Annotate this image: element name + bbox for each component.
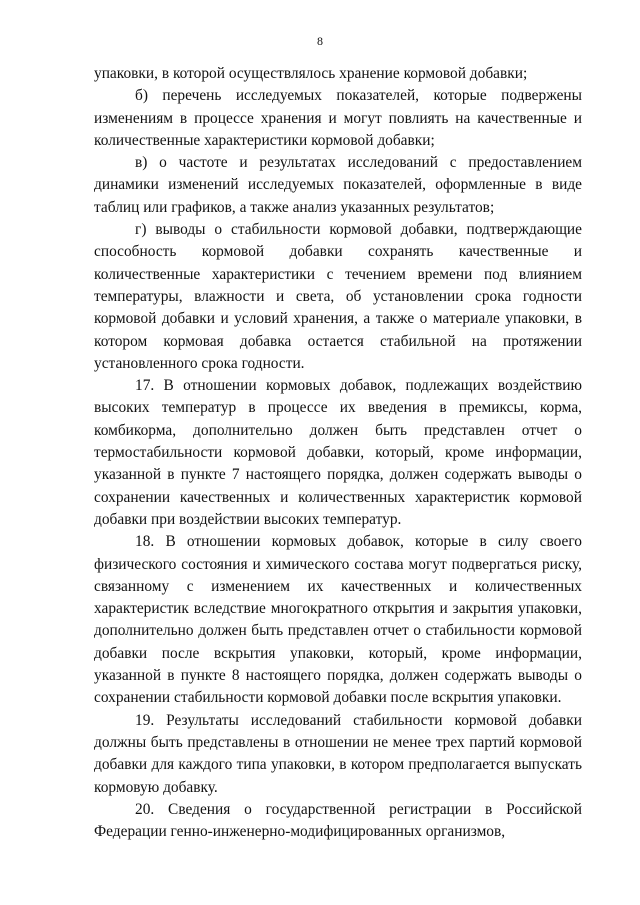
paragraph-20: 20. Сведения о государственной регистрации в Российской Федерации генно-инженерно-модифицированных организмов, (94, 800, 582, 841)
page-number: 8 (317, 34, 323, 48)
paragraph-item-g: г) выводы о стабильности кормовой добавки, подтверждающие способность кормовой добавки сохранять качественные и количественные характеристики с течением времени под влиянием температуры, влажности и света, об установлении срока годности кормовой добавки и условий хранения, а также о материале упаковки, в котором кормовая добавка остается стабильной на протяжении установленного срока годности. (94, 221, 582, 372)
paragraph-17: 17. В отношении кормовых добавок, подлежащих воздействию высоких температур в процессе их введения в премиксы, корма, комбикорма, дополнительно должен быть представлен отчет о термостабильности кормовой добавки, который, кроме информации, указанной в пункте 7 настоящего порядка, должен содержать выводы о сохранении качественных и количественных характеристик кормовой добавки при воздействии высоких температур. (94, 377, 582, 528)
paragraph-item-b: б) перечень исследуемых показателей, которые подвержены изменениям в процессе хранения и могут повлиять на качественные и количественные характеристики кормовой добавки; (94, 87, 582, 149)
paragraph-continuation: упаковки, в которой осуществлялось хранение кормовой добавки; (94, 65, 528, 82)
paragraph-19: 19. Результаты исследований стабильности кормовой добавки должны быть представлены в отношении не менее трех партий кормовой добавки для каждого типа упаковки, в котором предполагается выпускать кормовую добавку. (94, 711, 582, 796)
paragraph-18: 18. В отношении кормовых добавок, которые в силу своего физического состояния и химического состава могут подвергаться риску, связанному с изменением их качественных и количественных характеристик вследствие многократного открытия и закрытия упаковки, дополнительно должен быть представлен отчет о стабильности кормовой добавки после вскрытия упаковки, который, кроме информации, указанной в пункте 8 настоящего порядка, должен содержать выводы о сохранении стабильности кормовой добавки после вскрытия упаковки. (94, 533, 582, 707)
document-body (94, 63, 582, 843)
paragraph-item-v: в) о частоте и результатах исследований с предоставлением динамики изменений исследуемых показателей, оформленные в виде таблиц или графиков, а также анализ указанных результатов; (94, 154, 582, 216)
